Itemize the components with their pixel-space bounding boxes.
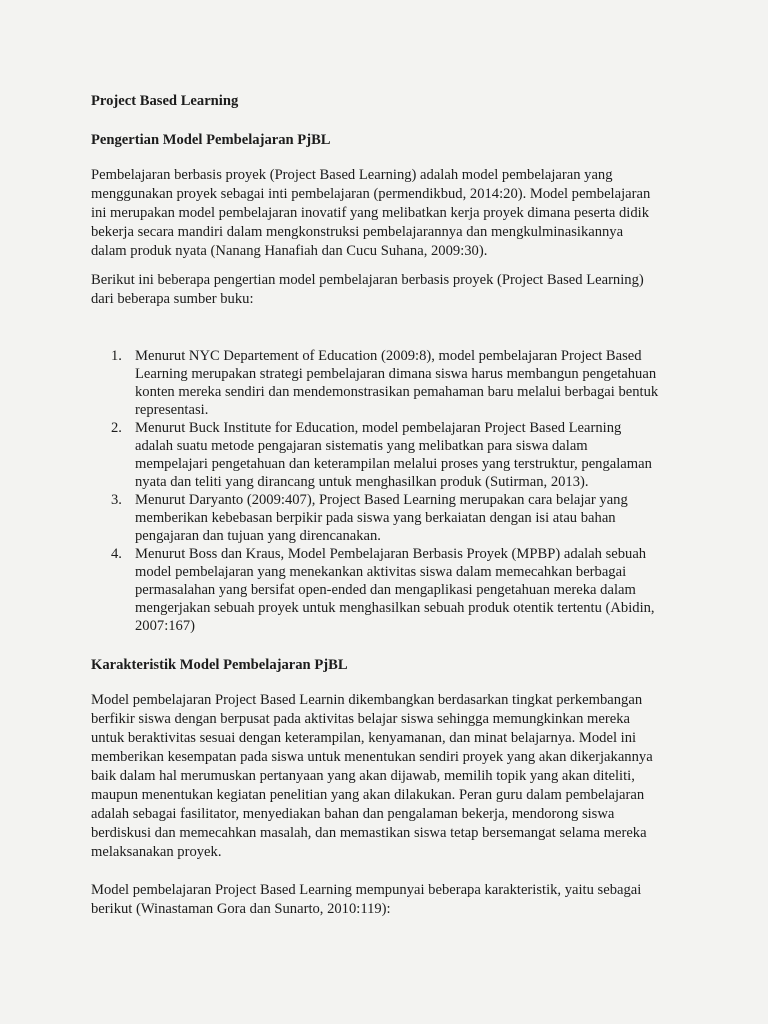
section-heading-karakteristik: Karakteristik Model Pembelajaran PjBL (91, 657, 348, 673)
text-line: Menurut Daryanto (2009:407), Project Based Learning merupakan cara belajar yang (135, 492, 628, 508)
text-line: berfikir siswa dengan berpusat pada aktivitas belajar siswa sehingga memungkinkan mereka (91, 711, 630, 727)
text-line: maupun menentukan kegiatan penelitian yang akan dilakukan. Peran guru dalam pembelajaran (91, 787, 645, 803)
text-line: Berikut ini beberapa pengertian model pembelajaran berbasis proyek (Project Based Learning) (91, 272, 644, 288)
text-line: memberikan kebebasan berpikir pada siswa yang berkaiatan dengan isi atau bahan (135, 510, 616, 526)
list-item-text (135, 419, 688, 491)
list-item-text (135, 545, 688, 635)
list-item (91, 419, 688, 491)
list-item (91, 491, 688, 545)
list-item-text (135, 491, 688, 545)
text-line: Menurut Buck Institute for Education, model pembelajaran Project Based Learning (135, 420, 622, 436)
paragraph-definition (91, 166, 688, 261)
text-line: mengerjakan sebuah proyek untuk menghasilkan sebuah produk otentik tertentu (Abidin, (135, 600, 655, 616)
document-title: Project Based Learning (91, 93, 239, 109)
text-line: 2007:167) (135, 618, 195, 634)
text-line: representasi. (135, 402, 209, 418)
list-number: 3. (111, 492, 122, 508)
text-line: Pembelajaran berbasis proyek (Project Based Learning) adalah model pembelajaran yang (91, 167, 613, 183)
text-line: untuk beraktivitas sesuai dengan keterampilan, kenyamanan, dan minat belajarnya. Model ini (91, 730, 637, 746)
paragraph-characteristics-intro (91, 881, 688, 919)
text-line: adalah sebagai fasilitator, menyediakan bahan dan pengalaman bekerja, mendorong siswa (91, 806, 615, 822)
text-line: adalah suatu metode pengajaran sistematis yang melibatkan para siswa dalam (135, 438, 588, 454)
text-line: konten mereka sendiri dan mendemonstrasikan pemahaman baru melalui berbagai bentuk (135, 384, 659, 400)
list-number: 4. (111, 546, 122, 562)
text-line: Menurut NYC Departement of Education (2009:8), model pembelajaran Project Based (135, 348, 642, 364)
text-line: ini merupakan model pembelajaran inovatif yang melibatkan kerja proyek dimana peserta didik (91, 205, 650, 221)
list-number: 2. (111, 420, 122, 436)
text-line: dalam produk nyata (Nanang Hanafiah dan Cucu Suhana, 2009:30). (91, 243, 488, 259)
text-line: nyata dan teliti yang dirancang untuk menghasilkan produk (Sutirman, 2013). (135, 474, 589, 490)
text-line: berdiskusi dan memecahkan masalah, dan memastikan siswa tetap bersemangat selama mereka (91, 825, 647, 841)
text-line: bekerja secara mandiri dalam mengkonstruksi pembelajarannya dan mengkulminasikannya (91, 224, 624, 240)
text-line: Model pembelajaran Project Based Learnin dikembangkan berdasarkan tingkat perkembangan (91, 692, 643, 708)
text-line: memberikan kesempatan pada siswa untuk menentukan sendiri proyek yang akan dikerjakannya (91, 749, 653, 765)
list-item (91, 545, 688, 635)
text-line: permasalahan yang bersifat open-ended dan mengaplikasi pengetahuan mereka dalam (135, 582, 636, 598)
text-line: Learning merupakan strategi pembelajaran dimana siswa harus membangun pengetahuan (135, 366, 657, 382)
text-line: Menurut Boss dan Kraus, Model Pembelajaran Berbasis Proyek (MPBP) adalah sebuah (135, 546, 647, 562)
list-item (91, 347, 688, 419)
list-number: 1. (111, 348, 122, 364)
definition-list (91, 347, 688, 635)
list-item-text (135, 347, 688, 419)
text-line: dari beberapa sumber buku: (91, 291, 254, 307)
section-heading-pengertian: Pengertian Model Pembelajaran PjBL (91, 132, 331, 148)
text-line: Model pembelajaran Project Based Learning mempunyai beberapa karakteristik, yaitu sebagai (91, 882, 642, 898)
text-line: model pembelajaran yang menekankan aktivitas siswa dalam memecahkan berbagai (135, 564, 627, 580)
text-line: melaksanakan proyek. (91, 844, 222, 860)
paragraph-intro-list (91, 271, 688, 309)
text-line: baik dalam hal merumuskan pertanyaan yang akan dijawab, memilih topik yang akan diteliti, (91, 768, 635, 784)
text-line: menggunakan proyek sebagai inti pembelajaran (permendikbud, 2014:20). Model pembelajaran (91, 186, 651, 202)
text-line: berikut (Winastaman Gora dan Sunarto, 2010:119): (91, 901, 391, 917)
text-line: pengajaran dan tujuan yang direncanakan. (135, 528, 381, 544)
text-line: mempelajari pengetahuan dan keterampilan melalui proses yang terstruktur, pengalaman (135, 456, 652, 472)
paragraph-characteristics (91, 691, 688, 862)
